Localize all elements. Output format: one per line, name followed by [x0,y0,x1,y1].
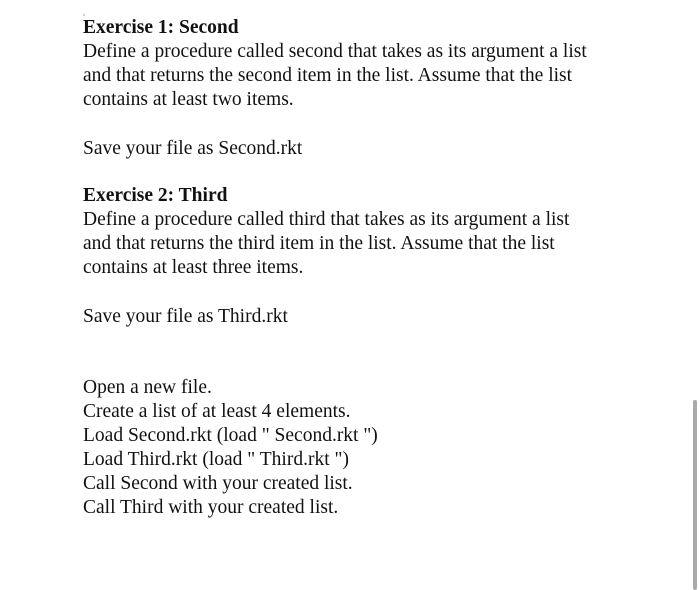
exercise-2-section [83,184,663,280]
exercise-2-body-line: and that returns the third item in the list. Assume that the list [83,233,555,254]
instruction-item: Load Third.rkt (load " Third.rkt ") [83,449,349,470]
exercise-2-body-line: Define a procedure called third that takes as its argument a list [83,209,570,230]
exercise-1-save-note-block [83,137,663,161]
exercise-2-save-note-block [83,305,663,329]
instruction-item: Load Second.rkt (load " Second.rkt ") [83,425,378,446]
exercise-1-body-line: Define a procedure called second that takes as its argument a list [83,41,587,62]
exercise-2-body-line: contains at least three items. [83,257,304,278]
exercise-1-body-line: and that returns the second item in the list. Assume that the list [83,65,573,86]
vertical-scrollbar[interactable] [693,400,697,590]
instruction-item: Call Second with your created list. [83,473,353,494]
exercise-2-title: Exercise 2: Third [83,185,228,206]
exercise-2-save-note: Save your file as Third.rkt [83,306,288,327]
exercise-1-section [83,16,663,112]
exercise-1-body-line: contains at least two items. [83,89,294,110]
instructions-list [83,376,663,520]
instruction-item: Open a new file. [83,377,212,398]
exercise-1-title: Exercise 1: Second [83,17,239,38]
exercise-1-save-note: Save your file as Second.rkt [83,138,303,159]
instruction-item: Call Third with your created list. [83,497,339,518]
instruction-item: Create a list of at least 4 elements. [83,401,351,422]
